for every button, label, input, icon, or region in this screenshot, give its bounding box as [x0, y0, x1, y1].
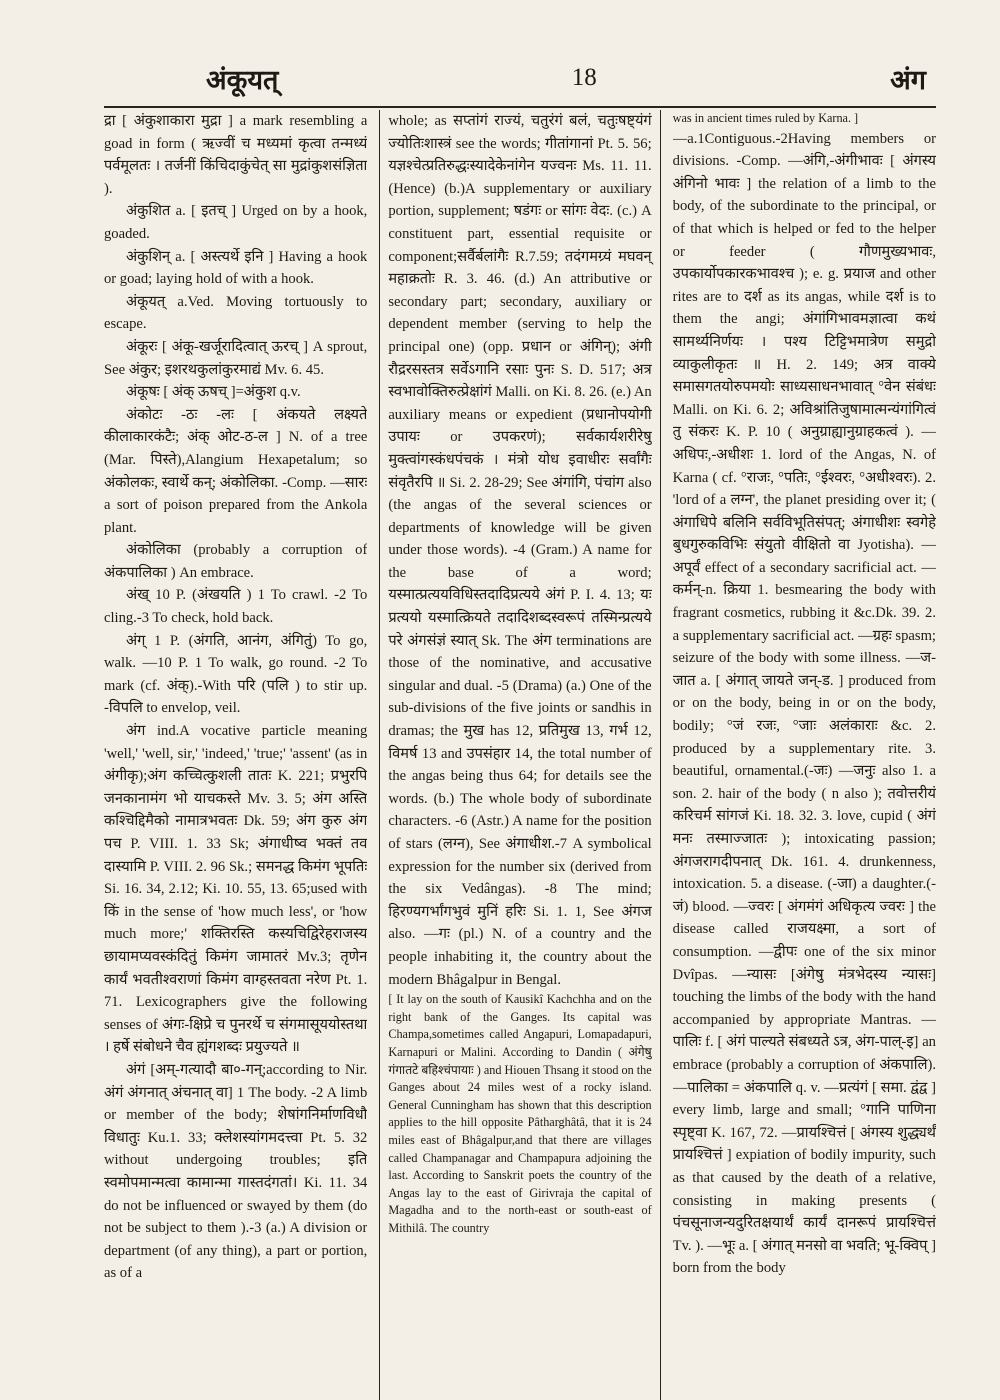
right-running-headword: अंग — [890, 64, 926, 96]
entry: अंकुशित a. [ इतच् ] Urged on by a hook, goaded. — [104, 203, 368, 242]
column-middle — [379, 110, 660, 1400]
entry: अंकूरः [ अंकू-खर्जूरादित्वात् ऊरच् ] A sprout, See अंकुर; इशरथकुलांकुरमाद्यं Mv. 6. 45. — [104, 338, 368, 378]
entry: अंकूयत् a.Ved. Moving tortuously to escape. — [104, 293, 368, 333]
column-left — [104, 110, 367, 1400]
entry: whole; as सप्तांगं राज्यं, चतुरंगं बलं, चतुःषष्ट्यंगं ज्योतिःशास्त्रं see the words; गीतांगानां Pt. 5. 56; यज्ञश्चेत्प्रतिरुद्धःस्यादेकेनांगेन यज्वनः Ms. 11. 11. (Hence) (b.)A supplementary or auxiliary portion, supplement; षडंगः or सांगः वेदः. (c.) A constituent part, essential requisite or component;सर्वैर्बलांगैः R.7.59; तदंगमग्र्यं मघवन् महाक्रतोः R. 3. 46. (d.) An attributive or secondary part; secondary, auxiliary or dependent member (serving to help the principal one) (opp. प्रधान or अंगिन्); अंगी रौद्ररसस्तत्र सर्वेऽगानि रसाः पुनः S. D. 517; अत्र स्वभावोक्तिरुत्प्रेक्षांगं Malli. on Ki. 8. 26. (e.) An auxiliary means or expedient (प्रधानोपयोगी उपायः or उपकरणं); सर्वकार्यशरीरेषु मुक्त्वांगस्कंधपंचकं । मंत्रो योध इवाधीरः सर्वांगैः संवृतैरपि ॥ Si. 2. 28-29; See अंगांगि, पंचांग also (the angas of the several sciences or departments of knowledge will be given under those words). -4 (Gram.) A name for the base of a word; यस्मात्प्रत्ययविधिस्तदादिप्रत्यये अंगं P. I. 4. 13; यः प्रत्ययो यस्मात्क्रियते तदादिशब्दस्वरूपं तस्मिन्प्रत्यये परे अंगसंज्ञं स्यात् Sk. The अंग terminations are those of the nominative, and accusative singular and dual. -5 (Drama) (a.) One of the sub-divisions of the five joints or sandhis in dramas; the मुख has 12, प्रतिमुख 13, गर्भ 12, विमर्ष 13 and उपसंहार 14, the total number of the angas being thus 64; for details see the words. (b.) The whole body of subordinate characters. -6 (Astr.) A name for the position of stars (लग्न), See अंगाधीश.-7 A symbolical expression for the number six (derived from the six Vedângas). -8 The mind; हिरण्यगर्भांगभुवं मुनिं हरिः Si. 1. 1, See अंगज also. —गः (pl.) N. of a country and the people inhabiting it, the country about the modern Bhâgalpur in Bengal. — [388, 113, 652, 988]
entry: अंकूषः [ अंक् ऊषच् ]=अंकुश q.v. — [126, 384, 301, 401]
entry: —a.1Contiguous.-2Having members or divisions. -Comp. —अंगि,-अंगीभावः [ अंगस्य अंगिनो भावः ] the relation of a limb to the body, of the subordinate to the principal, or of that which is helped or fed to the helper or feeder ( गौणमुख्यभावः, उपकार्योपकारकभावश्च ); e. g. प्रयाज and other rites are to दर्श as its angas, while दर्श is to them the angi; अंगांगिभावमज्ञात्वा कथं सामर्थ्यनिर्णयः । पश्य टिट्टिभमात्रेण समुद्रो व्याकुलीकृतः ॥ H. 2. 149; अत्र वाक्ये समासगतयोरुपमयोः साध्यसाधनभावात् °वेन संबंधः Malli. on Ki. 6. 2; अविश्रांतिजुषामात्मन्यंगांगित्वं तु संकरः K. P. 10 ( अनुग्राह्यानुग्राहकत्वं ). —अधिपः,-अधीशः 1. lord of the Angas, N. of Karna ( cf. °राजः, °पतिः, °ईश्वरः, °अधीश्वरः). 2. 'lord of a लग्न', the planet presiding over it; ( अंगाधिपे बलिनि सर्वविभूतिसंपत्; अंगाधीशः स्वगेहे बुधगुरुकविभिः संयुतो वीक्षितो वा Jyotisha). —अपूर्वं effect of a secondary sacrificial act. —कर्मन्-n. क्रिया 1. besmearing the body with fragrant cosmetics, rubbing it &c.Dk. 39. 2. a supplementary sacrificial act. —ग्रहः spasm; seizure of the body with some illness. —ज-जात a. [ अंगात् जायते जन्-ड. ] produced from or on the body, being in or on the body, bodily; °जं रजः, °जाः अलंकाराः &c. 2. produced by a supplementary rite. 3. beautiful, ornamental.(-जः) —जनुः also 1. a son. 2. hair of the body ( n also ); तवोत्तरीयं करिचर्म सांगजं Ki. 18. 32. 3. love, cupid ( अंगं मनः तस्माज्जातः ); intoxicating passion; अंगजरागदीपनात् Dk. 161. 4. drunkenness, intoxication. 5. a disease. (-जा) a daughter.(-जं) blood. —ज्वरः [ अंगमंगं अधिकृत्य ज्वरः ] the disease called राजयक्ष्मा, a sort of consumption. —द्वीपः one of the six minor Dvîpas. —न्यासः [अंगेषु मंत्रभेदस्य न्यासः] touching the limbs of the body with the hand accompanied by appropriate Mantras. —पालिः f. [ अंगं पाल्यते संबध्यते ऽत्र, अंग-पाल्-इ] an embrace (probably a corruption of अंकपालि). —पालिका = अंकपालि q. v. —प्रत्यंगं [ समा. द्वंद्व ] every limb, large and small; °गानि पाणिना स्पृष्ट्वा K. 167, 72. —प्रायश्चित्तं [ अंगस्य शुद्ध्यर्थं प्रायश्चित्तं ] expiation of bodily impurity, such as that caused by the death of a relative, consisting in making presents ( पंचसूनाजन्यदुरितक्षयार्थं कार्यं दानरूपं प्रायश्चित्तं Tv. ). —भूः a. [ अंगात् मनसो वा भवति; भू-क्विप् ] born from the body — [672, 130, 936, 1277]
entry: अंकोटः -ठः -लः [ अंकयते लक्ष्यते कीलाकारकंटैः; अंक् ओट-ठ-ल ] N. of a tree (Mar. पिस्ते),Alangium Hexapetalum; so अंकोलकः, स्वार्थे कन्; अंकोलिका. -Comp. —सारः a sort of poison prepared from the Ankola plant. — [104, 406, 368, 536]
entry: द्रा [ अंकुशाकारा मुद्रा ] a mark resembling a goad in form ( ऋज्वीं च मध्यमां कृत्वा तन्मध्यं पर्वमूलतः । तर्जनीं किंचिदाकुंचेत् सा मुद्रांकुशसंज्ञिता ). — [104, 113, 368, 197]
page-number: 18 — [571, 64, 597, 91]
entry: अंग ind.A vocative particle meaning 'well,' 'well, sir,' 'indeed,' 'true;' 'assent' (as in अंगीकृ);अंग कच्चित्कुशली तातः K. 221; प्रभुरपि जनकानामंग भो याचकस्ते Mv. 3. 5; अंग अस्ति कश्चिद्दिमैको नामात्रभवतः Dk. 59; अंग कुरु अंग पच P. VIII. 1. 33 Sk; अंगाधीष्व भक्तं तव दास्यामि P. VIII. 2. 96 Sk.; समनद्ध किमंग भूपतिः Si. 16. 34, 2.12; Ki. 10. 55, 13. 65;used with किं in the sense of 'how much less', or 'how much more;' शक्तिरस्ति कस्यचिद्विरेहराजस्य छायामप्यवस्कंदितुं किमंग जामातरं Mv.3; तृणेन कार्यं भवतीश्वराणां किमंग वाग्हस्तवता नरेण Pt. 1. 71. Lexicographers give the following senses of अंगः-क्षिप्रे च पुनरर्थे च संगमासूययोस्तथा । हर्षे संबोधने चैव ह्यंगशब्दः प्रयुज्यते ॥ — [104, 723, 368, 1056]
entry: अंकुशिन् a. [ अस्त्यर्थे इनि ] Having a hook or goad; laying hold of with a hook. — [104, 248, 368, 288]
note: was in ancient times ruled by Karna. ] — [672, 111, 859, 125]
entry: अंख् 10 P. (अंखयति ) 1 To crawl. -2 To cling.-3 To check, hold back. — [104, 587, 368, 627]
page-header — [104, 52, 936, 104]
entry: अंगं [अम्-गत्यादौ बा०-गन्;according to Nir. अंगं अंगनात् अंचनात् वा] 1 The body. -2 A limb or member of the body; शेषांगनिर्माणविधौ विधातुः Ku.1. 33; क्लेशस्यांगमदत्त्वा Pt. 5. 32 without undergoing troubles; इति स्वमोपमान्मत्वा कामान्मा गास्तदंगतां। Ki. 11. 34 do not be influenced or swayed by them (do not be subject to them ).-3 (a.) A division or department (of any thing), a part or portion, as of a — [104, 1061, 368, 1282]
entry: अंग् 1 P. (अंगति, आनंग, अंगितुं) To go, walk. —10 P. 1 To walk, go round. -2 To mark (cf. अंक्).-With परि (पलि ) to stir up. -विपलि to envelop, veil. — [104, 632, 368, 717]
column-right — [673, 110, 936, 1400]
text-columns — [104, 110, 936, 1400]
header-rule — [104, 106, 936, 108]
note: [ It lay on the south of Kausikî Kachchha and on the right bank of the Ganges. Its capital was Champa,sometimes called Angapuri, Lomapadapuri, Karnapuri or Malini. According to Dandin ( अंगेषु गंगातटे बहिश्चंपायाः ) and Hiouen Thsang it stood on the Ganges about 24 miles west of a rocky island. General Cunningham has shown that this description applies to the hill opposite Pâtharghâtâ, that it is 24 miles east of Bhâgalpur,and that there are villages called Champanagar and Champapura adjoining the last. According to Sanskrit poets the country of the Angas lay to the east of Girivraja the capital of Magadha and to the north-east or south-east of Mithilâ. The country — [388, 992, 652, 1235]
entry: अंकोलिका (probably a corruption of अंकपालिका ) An embrace. — [104, 542, 368, 581]
left-running-headword: अंकूयत् — [206, 64, 279, 96]
